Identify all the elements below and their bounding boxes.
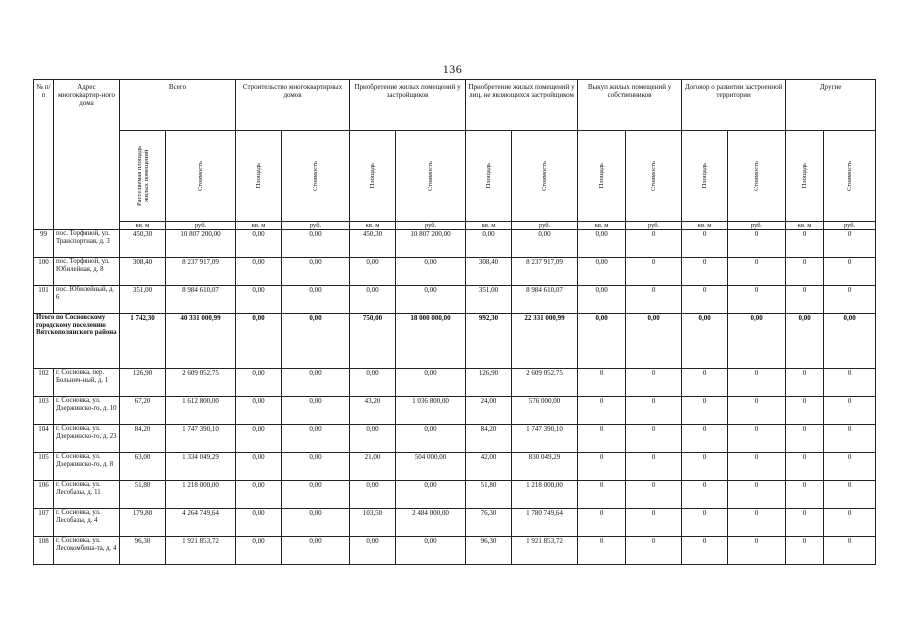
cell-value: 0 [728,230,786,258]
cell-value: 450,30 [350,230,396,258]
subheader-area: Площадь [350,131,396,222]
cell-value: 8 984 610,07 [166,286,236,314]
header-group-purchase-developer: Приобретение жилых помещений у застройщиков [350,80,466,131]
cell-value: 0 [728,369,786,397]
cell-value: 0 [728,537,786,565]
cell-value: 0 [682,258,728,286]
row-address: г. Сосновка, ул. Дзержинско-го, д. 23 [54,425,120,453]
subheader-area: Площадь [786,131,824,222]
resettlement-table [33,79,876,565]
cell-value: 0,00 [236,397,282,425]
row-address: г. Сосновка, ул. Лесобазы, д. 4 [54,509,120,537]
cell-value: 0 [824,509,876,537]
unit-cost: руб. [626,222,682,230]
cell-value: 0 [578,509,626,537]
cell-value: 0,00 [350,286,396,314]
cell-value: 0 [786,230,824,258]
cell-value: 2 609 052,75 [166,369,236,397]
cell-value: 450,30 [120,230,166,258]
cell-value: 76,30 [466,509,512,537]
subheader-cost: Стоимость [824,131,876,222]
cell-value: 0,00 [282,258,350,286]
cell-value: 0 [578,397,626,425]
row-address: пос. Юбилейный, д. 6 [54,286,120,314]
header-group-buyout: Выкуп жилых помещений у собственников [578,80,682,131]
cell-value: 0,00 [396,537,466,565]
header-group-construction: Строительство многоквартирных домов [236,80,350,131]
unit-area: кв. м [786,222,824,230]
row-address: пос. Торфяной, ул. Юбилейная, д. 8 [54,258,120,286]
row-address: г. Сосновка, ул. Лесобазы, д. 11 [54,481,120,509]
cell-value: 0,00 [396,481,466,509]
unit-area: кв. м [120,222,166,230]
cell-value: 0 [682,537,728,565]
cell-value: 0 [682,286,728,314]
header-group-total: Всего [120,80,236,131]
cell-value: 0,00 [282,286,350,314]
cell-value: 1 780 749,64 [512,509,578,537]
cell-value: 1 921 853,72 [512,537,578,565]
row-address: г. Сосновка, ул. Дзержинско-го, д. 8 [54,453,120,481]
row-number: 108 [34,537,54,565]
cell-value: 0,00 [396,258,466,286]
unit-cost: руб. [728,222,786,230]
subheader-cost: Стоимость [282,131,350,222]
page-number: 136 [442,62,463,76]
cell-value: 0 [578,537,626,565]
header-row-groups [34,80,876,131]
cell-value: 0 [786,481,824,509]
cell-value: 103,50 [350,509,396,537]
cell-value: 0,00 [350,425,396,453]
header-number: № п/п [34,80,54,230]
cell-value: 0,00 [236,509,282,537]
subheader-area: Площадь [236,131,282,222]
row-number: 106 [34,481,54,509]
cell-value: 0,00 [236,258,282,286]
cell-value: 750,00 [350,314,396,369]
cell-value: 0,00 [236,481,282,509]
subheader-area: Площадь [466,131,512,222]
cell-value: 0,00 [396,286,466,314]
cell-value: 51,80 [120,481,166,509]
cell-value: 351,00 [466,286,512,314]
header-row-subcolumns [34,131,876,222]
cell-value: 0 [728,425,786,453]
cell-value: 0,00 [682,314,728,369]
table-row [34,509,876,537]
row-address: г. Сосновка, ул. Дзержинско-го, д. 10 [54,397,120,425]
cell-value: 0 [682,230,728,258]
cell-value: 0 [786,258,824,286]
cell-value: 84,20 [466,425,512,453]
header-address: Адрес многоквартир-ного дома [54,80,120,230]
cell-value: 96,30 [466,537,512,565]
cell-value: 0 [728,481,786,509]
cell-value: 0,00 [626,314,682,369]
subheader-cost: Стоимость [166,131,236,222]
unit-area: кв. м [236,222,282,230]
row-address: г. Сосновка, ул. Лесокомбина-та, д. 4 [54,537,120,565]
cell-value: 0 [682,481,728,509]
cell-value: 0 [626,397,682,425]
table-body [34,230,876,565]
row-number: 104 [34,425,54,453]
cell-value: 67,20 [120,397,166,425]
subheader-cost: Стоимость [512,131,578,222]
table-row-total [34,314,876,369]
cell-value: 0 [728,453,786,481]
cell-value: 0,00 [824,314,876,369]
table-row [34,230,876,258]
cell-value: 0,00 [282,230,350,258]
cell-value: 21,00 [350,453,396,481]
cell-value: 0 [824,481,876,509]
cell-value: 0 [728,397,786,425]
cell-value: 0 [786,453,824,481]
cell-value: 126,90 [466,369,512,397]
subheader-area: Площадь [578,131,626,222]
cell-value: 1 742,30 [120,314,166,369]
subheader-cost: Стоимость [728,131,786,222]
cell-value: 0 [824,230,876,258]
cell-value: 0,00 [396,425,466,453]
table-row [34,537,876,565]
cell-value: 0 [824,397,876,425]
cell-value: 8 237 917,09 [512,258,578,286]
cell-value: 0,00 [578,286,626,314]
row-number: 99 [34,230,54,258]
row-number: 103 [34,397,54,425]
cell-value: 0 [578,481,626,509]
cell-value: 1 747 390,10 [166,425,236,453]
cell-value: 0,00 [282,481,350,509]
cell-value: 42,00 [466,453,512,481]
cell-value: 0 [786,397,824,425]
cell-value: 504 000,00 [396,453,466,481]
subheader-area: Площадь [682,131,728,222]
cell-value: 0,00 [236,425,282,453]
cell-value: 0 [786,425,824,453]
subheader-cost: Стоимость [396,131,466,222]
table-row [34,258,876,286]
unit-cost: руб. [512,222,578,230]
cell-value: 179,80 [120,509,166,537]
cell-value: 0 [786,286,824,314]
cell-value: 0,00 [236,453,282,481]
row-address: пос. Торфяной, ул. Транспортная, д. 3 [54,230,120,258]
cell-value: 0,00 [282,509,350,537]
unit-cost: руб. [282,222,350,230]
header-group-purchase-non-developer: Приобретение жилых помещений у лиц, не являющихся застройщиком [466,80,578,131]
cell-value: 22 331 000,99 [512,314,578,369]
cell-value: 0,00 [282,425,350,453]
row-number: 101 [34,286,54,314]
cell-value: 51,80 [466,481,512,509]
cell-value: 10 807 200,00 [396,230,466,258]
row-address: г. Сосновка, пер. Больнич-ный, д. 1 [54,369,120,397]
unit-cost: руб. [166,222,236,230]
row-number: 102 [34,369,54,397]
table-row [34,286,876,314]
cell-value: 0 [626,481,682,509]
cell-value: 0 [626,425,682,453]
cell-value: 0,00 [236,369,282,397]
cell-value: 308,40 [466,258,512,286]
cell-value: 0,00 [350,481,396,509]
cell-value: 0 [786,509,824,537]
cell-value: 4 264 749,64 [166,509,236,537]
header-group-development-agreement: Договор о развитии застроенной территории [682,80,786,131]
cell-value: 1 218 000,00 [512,481,578,509]
cell-value: 0,00 [578,258,626,286]
cell-value: 1 921 853,72 [166,537,236,565]
table-row [34,425,876,453]
cell-value: 2 609 052,75 [512,369,578,397]
cell-value: 126,90 [120,369,166,397]
unit-area: кв. м [682,222,728,230]
cell-value: 0 [824,258,876,286]
subheader-cost: Стоимость [626,131,682,222]
cell-value: 63,00 [120,453,166,481]
cell-value: 0 [728,258,786,286]
cell-value: 0 [824,286,876,314]
cell-value: 8 984 610,07 [512,286,578,314]
cell-value: 0,00 [350,258,396,286]
cell-value: 0 [626,286,682,314]
cell-value: 0 [824,425,876,453]
table-row [34,369,876,397]
cell-value: 0,00 [236,314,282,369]
cell-value: 0,00 [236,286,282,314]
cell-value: 0 [578,425,626,453]
cell-value: 0 [626,258,682,286]
cell-value: 0,00 [282,314,350,369]
total-label: Итого по Сосновскому городскому поселению Вятскополянского района [34,314,120,369]
cell-value: 0 [786,537,824,565]
cell-value: 0,00 [786,314,824,369]
cell-value: 0,00 [578,230,626,258]
cell-value: 0,00 [728,314,786,369]
cell-value: 0 [682,369,728,397]
cell-value: 0,00 [282,397,350,425]
cell-value: 0 [682,425,728,453]
subheader-area-total: Расселяемая площадь жилых помещений [120,131,166,222]
cell-value: 576 000,00 [512,397,578,425]
cell-value: 0,00 [282,453,350,481]
cell-value: 24,00 [466,397,512,425]
cell-value: 0 [578,369,626,397]
cell-value: 0,00 [350,537,396,565]
unit-cost: руб. [824,222,876,230]
cell-value: 0,00 [282,537,350,565]
cell-value: 0,00 [236,537,282,565]
cell-value: 0,00 [282,369,350,397]
cell-value: 0 [626,509,682,537]
cell-value: 10 807 200,00 [166,230,236,258]
cell-value: 308,40 [120,258,166,286]
unit-cost: руб. [396,222,466,230]
cell-value: 0,00 [350,369,396,397]
cell-value: 0 [682,509,728,537]
unit-area: кв. м [578,222,626,230]
row-number: 105 [34,453,54,481]
cell-value: 18 000 000,00 [396,314,466,369]
cell-value: 1 218 000,00 [166,481,236,509]
cell-value: 1 334 049,29 [166,453,236,481]
cell-value: 1 612 800,00 [166,397,236,425]
cell-value: 351,00 [120,286,166,314]
cell-value: 0 [626,453,682,481]
cell-value: 0,00 [578,314,626,369]
cell-value: 0 [626,369,682,397]
cell-value: 84,20 [120,425,166,453]
row-number: 100 [34,258,54,286]
cell-value: 0 [728,509,786,537]
cell-value: 96,30 [120,537,166,565]
cell-value: 0 [682,397,728,425]
cell-value: 8 237 917,09 [166,258,236,286]
table-row [34,481,876,509]
table-row [34,453,876,481]
cell-value: 0 [824,453,876,481]
cell-value: 0 [786,369,824,397]
cell-value: 2 484 000,00 [396,509,466,537]
cell-value: 0 [728,286,786,314]
cell-value: 1 747 390,10 [512,425,578,453]
header-row-units [34,222,876,230]
cell-value: 0 [682,453,728,481]
cell-value: 43,20 [350,397,396,425]
unit-area: кв. м [350,222,396,230]
cell-value: 0 [626,537,682,565]
cell-value: 0,00 [396,369,466,397]
table-row [34,397,876,425]
cell-value: 0 [824,537,876,565]
cell-value: 0 [824,369,876,397]
cell-value: 0,00 [512,230,578,258]
cell-value: 0,00 [466,230,512,258]
row-number: 107 [34,509,54,537]
cell-value: 992,30 [466,314,512,369]
cell-value: 40 331 000,99 [166,314,236,369]
cell-value: 830 049,29 [512,453,578,481]
cell-value: 0 [626,230,682,258]
header-group-other: Другие [786,80,876,131]
cell-value: 0,00 [236,230,282,258]
cell-value: 1 036 800,00 [396,397,466,425]
unit-area: кв. м [466,222,512,230]
cell-value: 0 [578,453,626,481]
